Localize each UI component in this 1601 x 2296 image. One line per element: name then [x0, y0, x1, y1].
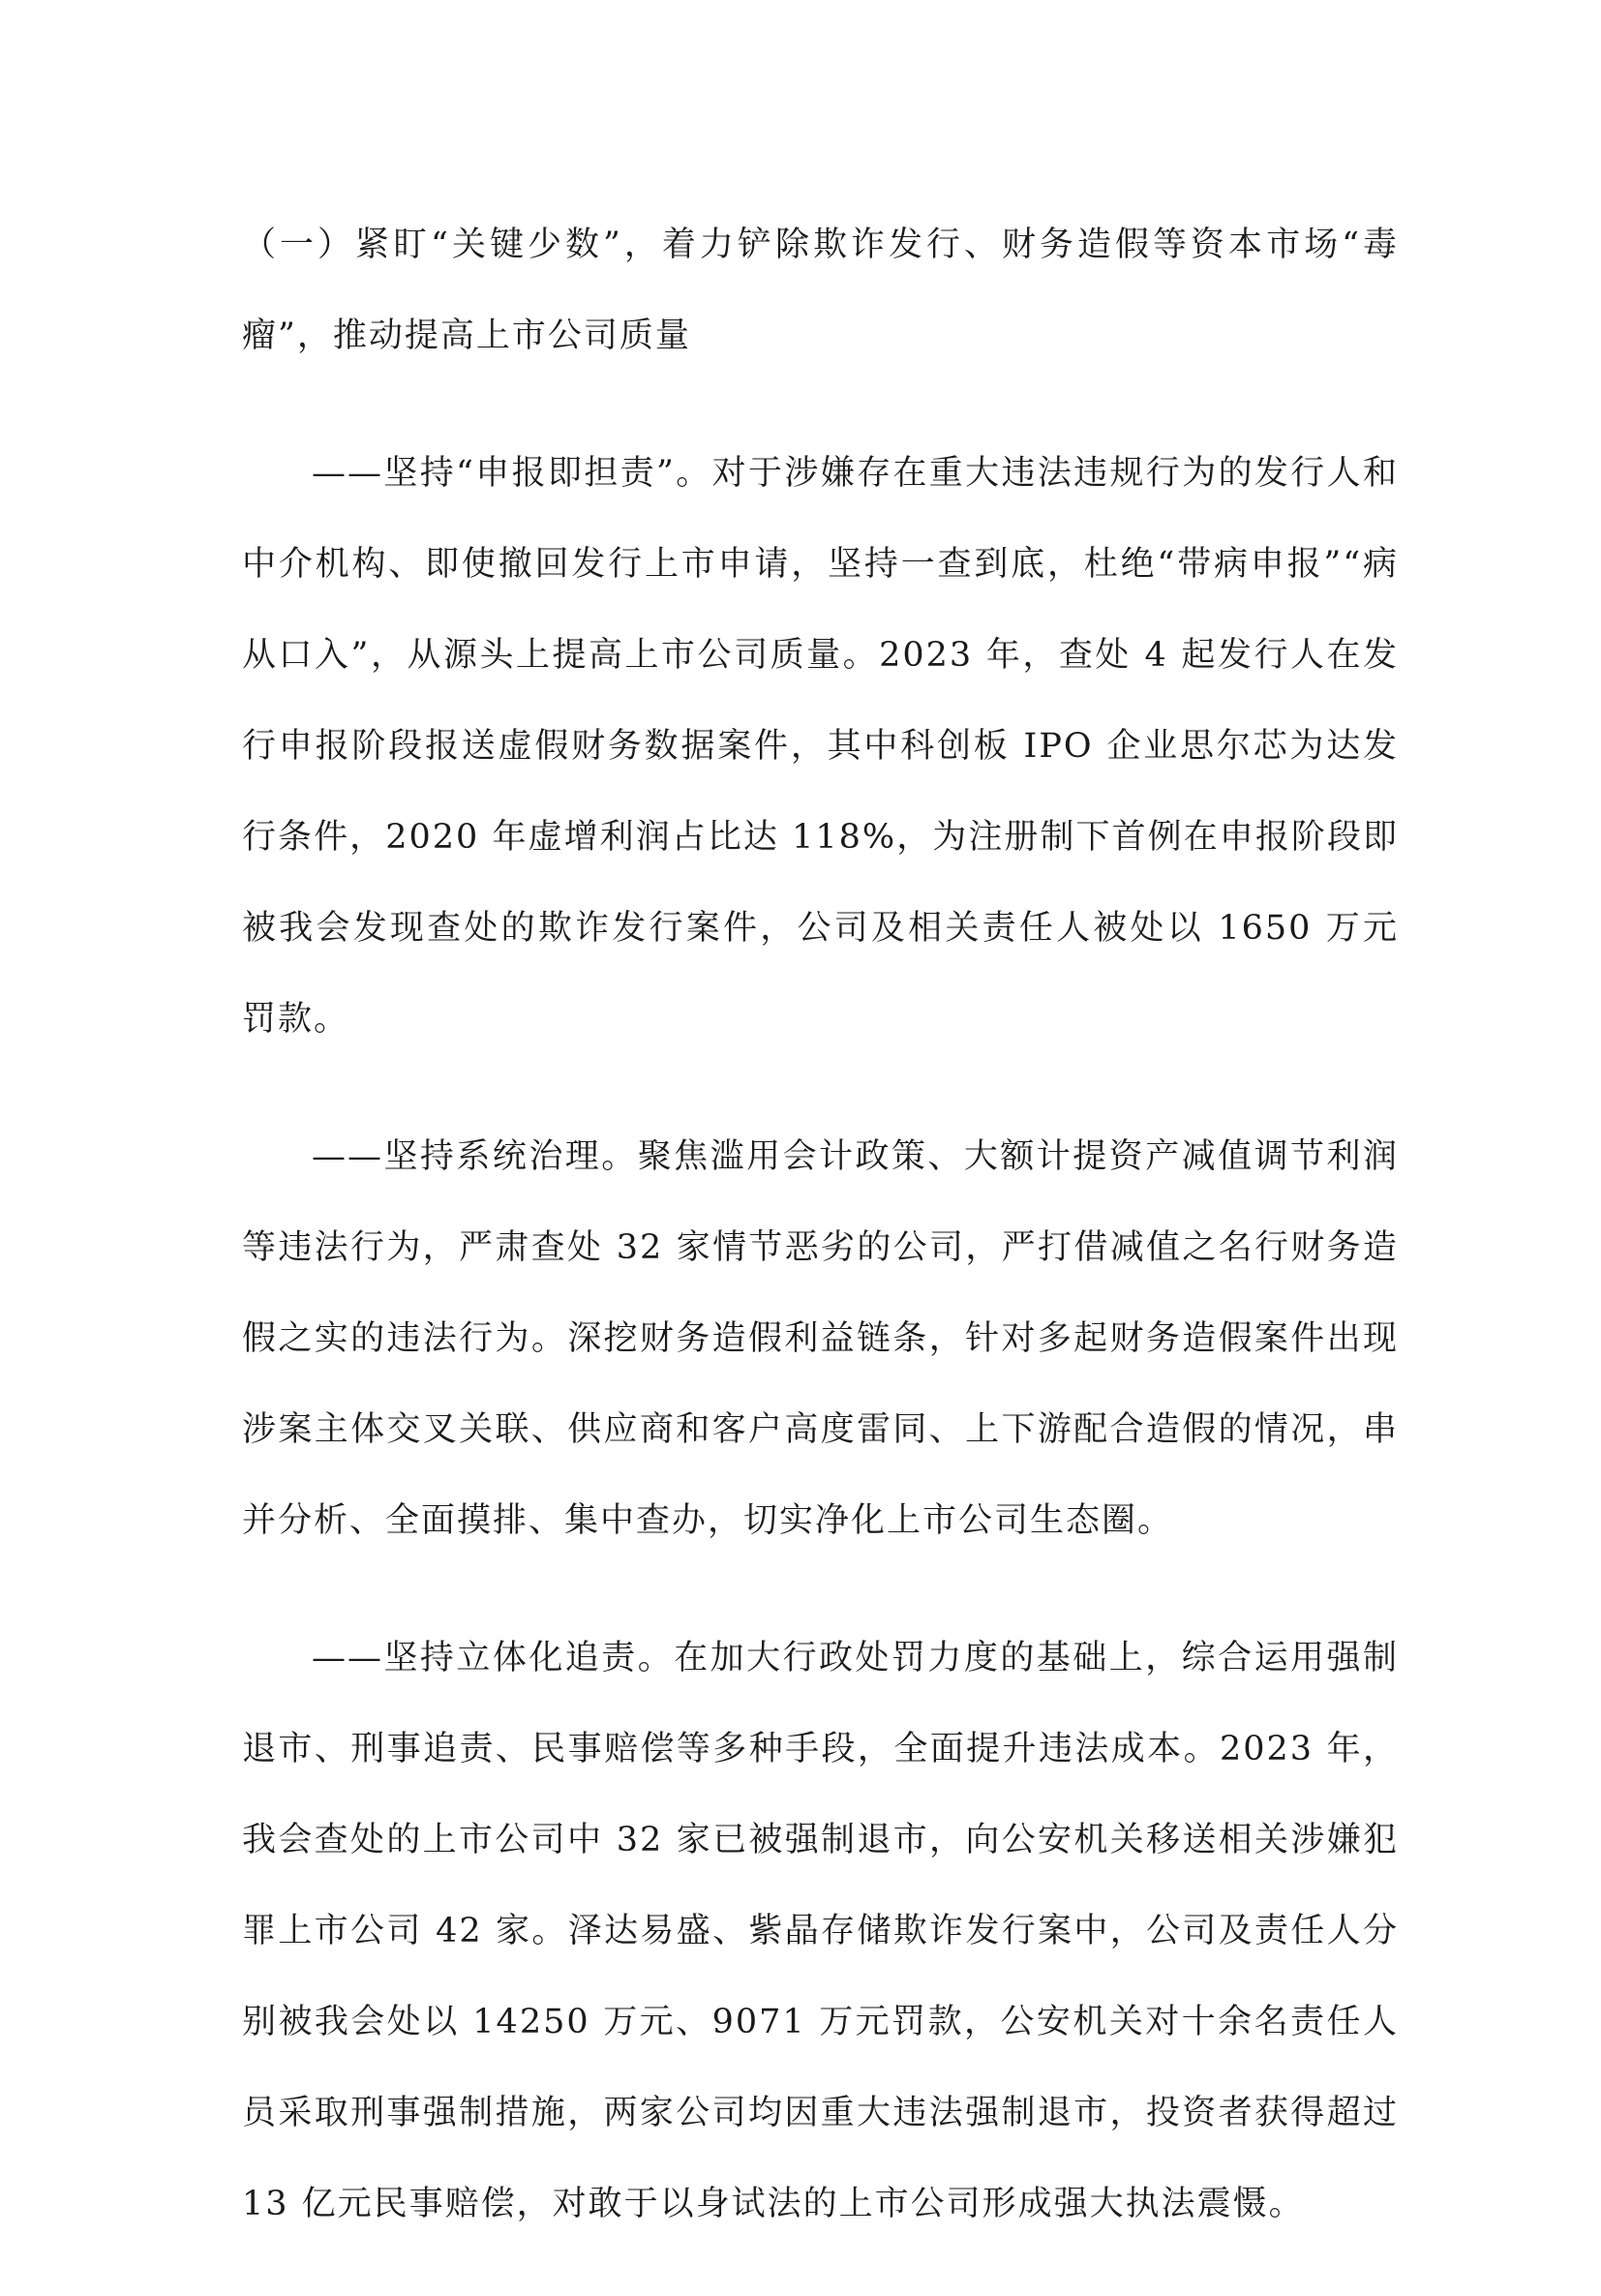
paragraph-application-accountability: ——坚持“申报即担责”。对于涉嫌存在重大违法违规行为的发行人和中介机构、即使撤回发行上市申请，坚持一查到底，杜绝“带病申报”“病从口入”，从源头上提高上市公司质量。2023 年，查处 4 起发行人在发行申报阶段报送虚假财务数据案件，其中科创板 IPO 企业思尔芯为达发行条件，2020 年虚增利润占比达 118%，为注册制下首例在申报阶段即被我会发现查处的欺诈发行案件，公司及相关责任人被处以 1650 万元罚款。: [242, 454, 1399, 1039]
section-heading: （一）紧盯“关键少数”，着力铲除欺诈发行、财务造假等资本市场“毒瘤”，推动提高上市公司质量: [242, 226, 1399, 355]
paragraph-systematic-governance: ——坚持系统治理。聚焦滥用会计政策、大额计提资产减值调节利润等违法行为，严肃查处 32 家情节恶劣的公司，严打借减值之名行财务造假之实的违法行为。深挖财务造假利益链条，针对多起财务造假案件出现涉案主体交叉关联、供应商和客户高度雷同、上下游配合造假的情况，串并分析、全面摸排、集中查办，切实净化上市公司生态圈。: [242, 1137, 1399, 1540]
page-content: [242, 199, 1399, 2296]
paragraph-multidimensional-accountability: ——坚持立体化追责。在加大行政处罚力度的基础上，综合运用强制退市、刑事追责、民事赔偿等多种手段，全面提升违法成本。2023 年，我会查处的上市公司中 32 家已被强制退市，向公安机关移送相关涉嫌犯罪上市公司 42 家。泽达易盛、紫晶存储欺诈发行案中，公司及责任人分别被我会处以 14250 万元、9071 万元罚款，公安机关对十余名责任人员采取刑事强制措施，两家公司均因重大违法强制退市，投资者获得超过 13 亿元民事赔偿，对敢于以身试法的上市公司形成强大执法震慑。: [242, 1639, 1399, 2223]
